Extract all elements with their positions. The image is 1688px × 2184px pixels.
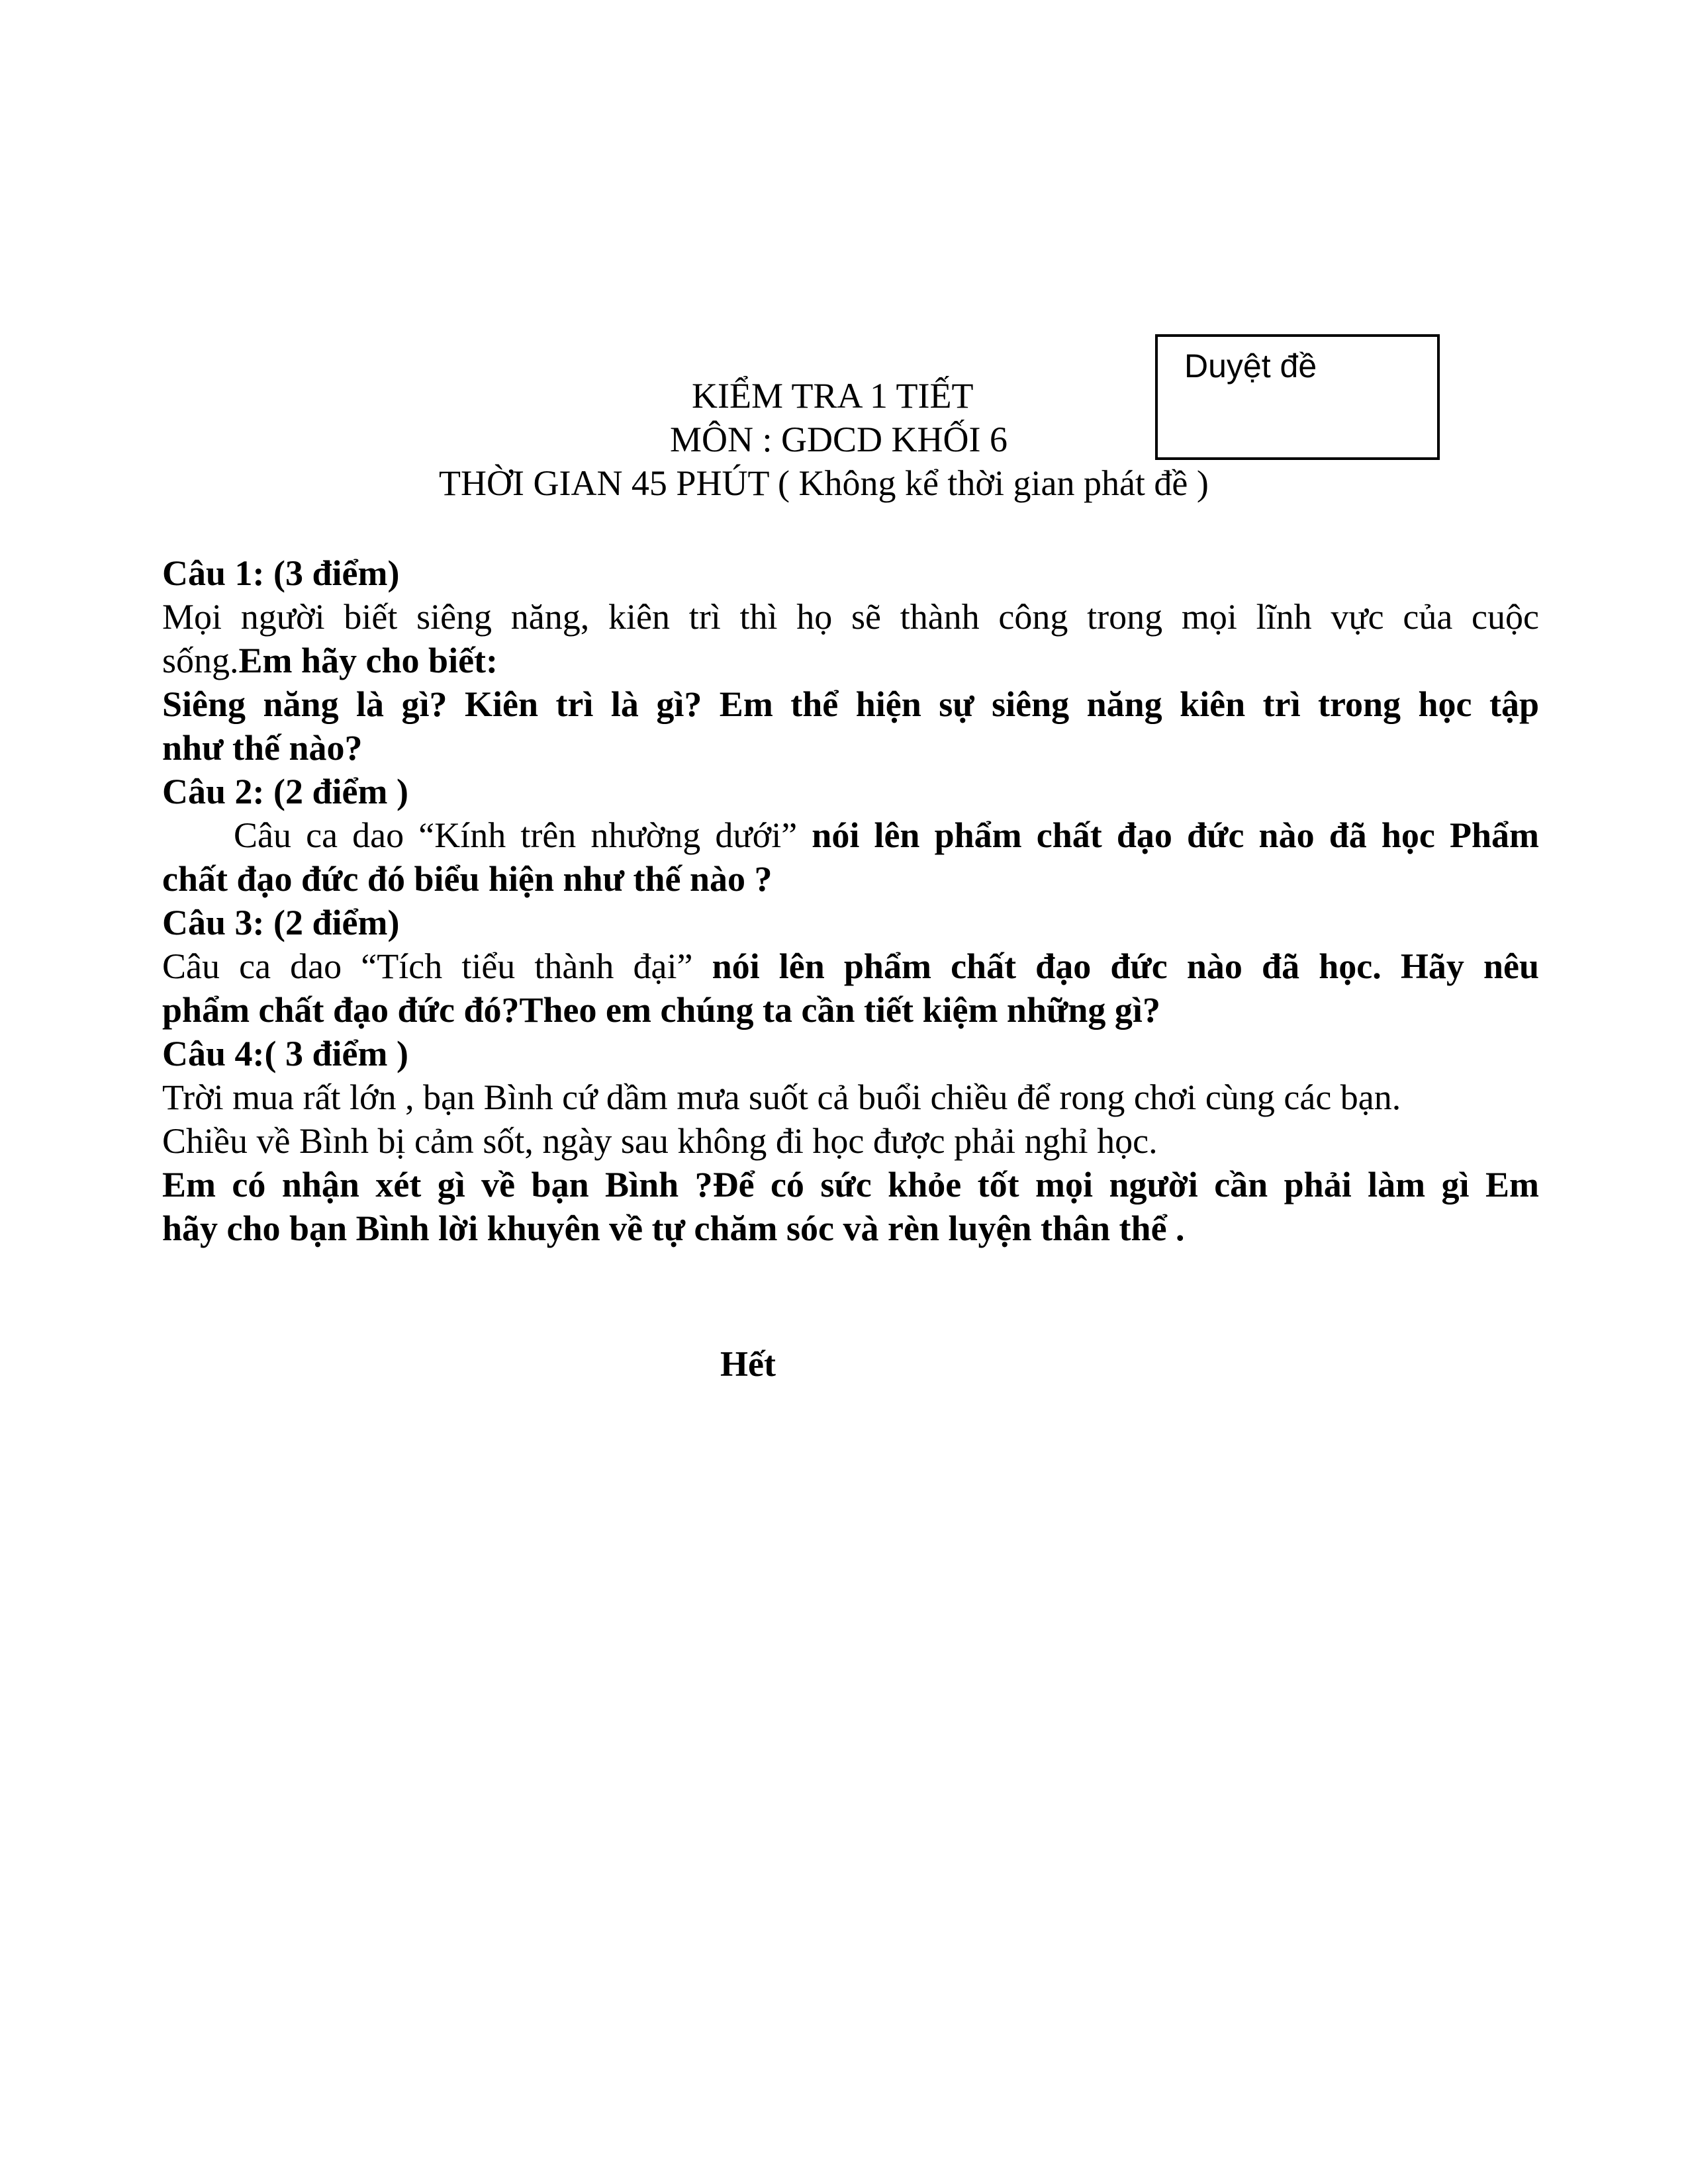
approval-box bbox=[1155, 334, 1440, 460]
exam-title: KIỂM TRA 1 TIẾT bbox=[692, 376, 974, 416]
end-marker: Hết bbox=[720, 1344, 776, 1384]
question-4-text-line1: Trời mua rất lớn , bạn Bình cứ dầm mưa suốt cả buổi chiều để rong chơi cùng các bạn. bbox=[162, 1077, 1401, 1117]
question-3-text-line1: Câu ca dao “Tích tiểu thành đại” nói lên phẩm chất đạo đức nào đã học. Hãy nêu bbox=[162, 946, 1539, 986]
question-3-text-line2: phẩm chất đạo đức đó?Theo em chúng ta cần tiết kiệm những gì? bbox=[162, 990, 1160, 1030]
question-1-prompt-line1: Siêng năng là gì? Kiên trì là gì? Em thể hiện sự siêng năng kiên trì trong học tập bbox=[162, 684, 1539, 724]
question-1-prompt-line2: như thế nào? bbox=[162, 728, 363, 768]
question-1-text-line2: sống.Em hãy cho biết: bbox=[162, 641, 498, 680]
question-2-text-line2: chất đạo đức đó biểu hiện như thế nào ? bbox=[162, 859, 773, 899]
question-4-prompt-line1: Em có nhận xét gì về bạn Bình ?Để có sức khỏe tốt mọi người cần phải làm gì Em bbox=[162, 1165, 1539, 1205]
question-1-text-line1: Mọi người biết siêng năng, kiên trì thì họ sẽ thành công trong mọi lĩnh vực của cuộc bbox=[162, 597, 1539, 637]
question-2-text-line1: Câu ca dao “Kính trên nhường dưới” nói lên phẩm chất đạo đức nào đã học Phẩm bbox=[234, 815, 1539, 855]
question-4-title: Câu 4:( 3 điểm ) bbox=[162, 1034, 408, 1073]
question-4-prompt-line2: hãy cho bạn Bình lời khuyên về tự chăm sóc và rèn luyện thân thể . bbox=[162, 1208, 1185, 1248]
exam-subject: MÔN : GDCD KHỐI 6 bbox=[670, 420, 1008, 459]
approval-label: Duyệt đề bbox=[1184, 347, 1317, 385]
question-3-title: Câu 3: (2 điểm) bbox=[162, 903, 400, 942]
question-2-title: Câu 2: (2 điểm ) bbox=[162, 772, 408, 811]
exam-body bbox=[162, 551, 1539, 1250]
question-1-title: Câu 1: (3 điểm) bbox=[162, 553, 400, 593]
exam-duration: THỜI GIAN 45 PHÚT ( Không kể thời gian phát đề ) bbox=[439, 463, 1209, 503]
question-4-text-line2: Chiều về Bình bị cảm sốt, ngày sau không đi học được phải nghỉ học. bbox=[162, 1121, 1158, 1161]
